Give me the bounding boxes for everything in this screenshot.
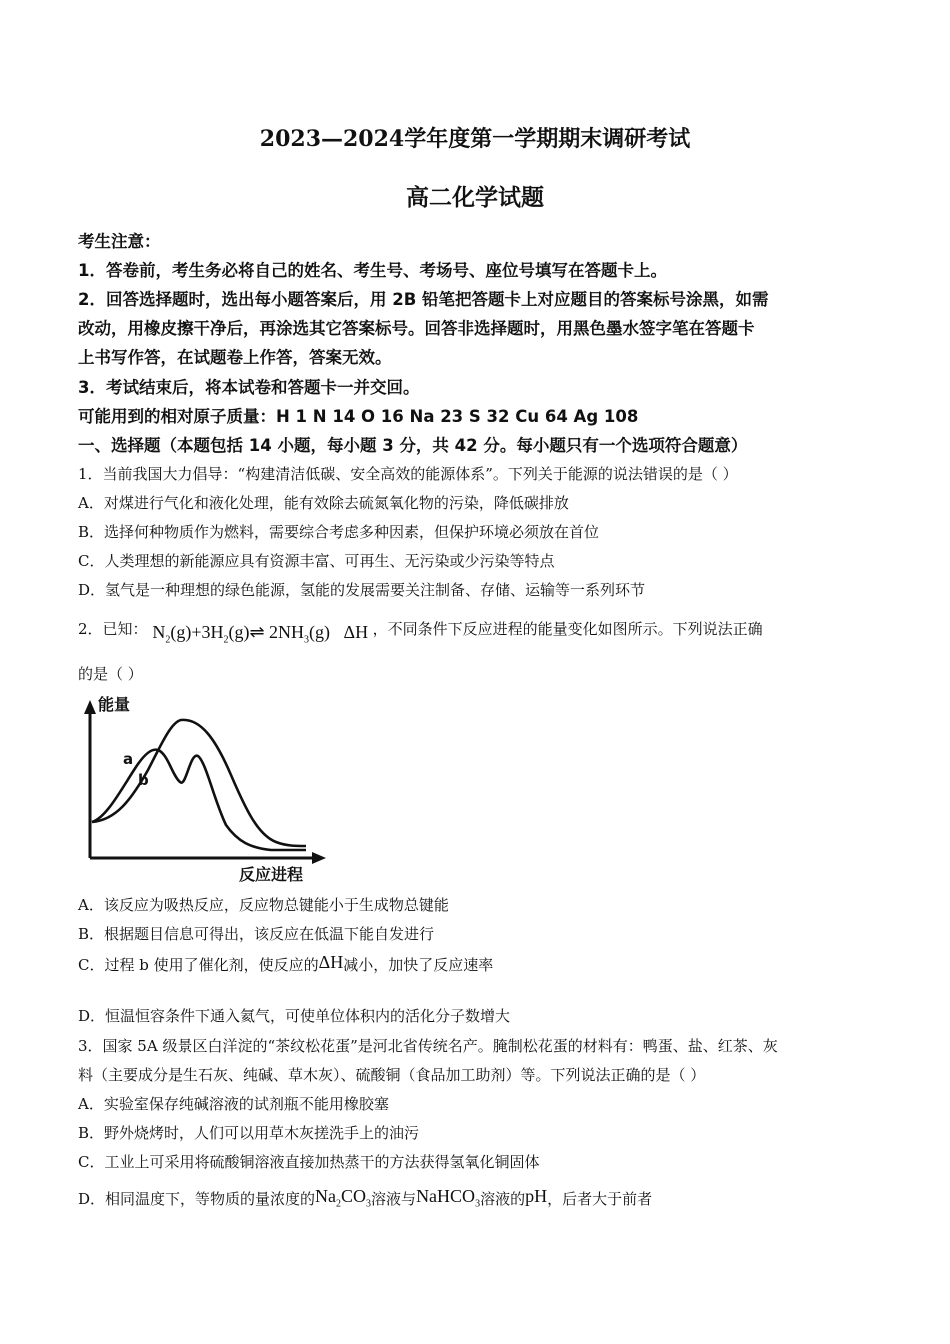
q3-stem-2: 料（主要成分是生石灰、纯碱、草木灰）、硫酸铜（食品加工助剂）等。下列说法正确的是（ ） <box>78 1066 706 1084</box>
q1-stem: 1．当前我国大力倡导：“构建清洁低碳、安全高效的能源体系”。下列关于能源的说法错误的是（ ） <box>78 465 738 483</box>
q1-option-c: C．人类理想的新能源应具有资源丰富、可再生、无污染或少污染等特点 <box>78 552 555 570</box>
notice-line-2: 2．回答选择题时，选出每小题答案后，用 2B 铅笔把答题卡上对应题目的答案标号涂黑，如需 <box>78 290 769 309</box>
q1-option-d: D．氢气是一种理想的绿色能源，氢能的发展需要关注制备、存储、运输等一系列环节 <box>78 581 646 599</box>
q3-option-b: B．野外烧烤时，人们可以用草木灰搓洗手上的油污 <box>78 1124 420 1142</box>
notice-line-3: 改动，用橡皮擦干净后，再涂选其它答案标号。回答非选择题时，用黑色墨水签字笔在答题卡 <box>78 319 755 338</box>
x-axis-arrow <box>312 852 326 864</box>
q2-option-c: C．过程 b 使用了催化剂，使反应的ΔH减小，加快了反应速率 <box>78 952 494 974</box>
y-axis-label: 能量 <box>98 695 131 714</box>
delta-h: ΔH <box>343 622 369 642</box>
q1-option-b: B．选择何种物质作为燃料，需要综合考虑多种因素，但保护环境必须放在首位 <box>78 523 600 541</box>
curve-a-label: a <box>123 750 134 768</box>
q1-option-a: A．对煤进行气化和液化处理，能有效除去硫氮氧化物的污染，降低碳排放 <box>78 494 569 512</box>
q2-prefix: 2．已知： <box>78 620 148 638</box>
q2-option-d: D．恒温恒容条件下通入氦气，可使单位体积内的活化分子数增大 <box>78 1007 511 1025</box>
exam-title: 2023—2024学年度第一学期期末调研考试 <box>259 126 691 152</box>
q2-option-b: B．根据题目信息可得出，该反应在低温下能自发进行 <box>78 925 435 943</box>
x-axis-label: 反应进程 <box>239 865 304 884</box>
q2-equation: $N_2(g)+3H_2(g)\rightleftharpoons$ $2NH_3(g)$ ΔH <box>152 622 369 646</box>
q3-option-c: C．工业上可采用将硫酸铜溶液直接加热蒸干的方法获得氢氧化铜固体 <box>78 1153 540 1171</box>
q3-option-d: D．相同温度下，等物质的量浓度的$Na_2CO_3$溶液与NaHCO$_3$溶液的pH，后者大于前者 <box>78 1186 653 1210</box>
notice-heading: 考生注意： <box>78 232 161 251</box>
energy-diagram <box>76 690 336 885</box>
curve-b-label: b <box>138 771 149 789</box>
q2-suffix: ，不同条件下反应进程的能量变化如图所示。下列说法正确 <box>372 620 763 638</box>
section-one-heading: 一、选择题（本题包括 14 小题，每小题 3 分，共 42 分。每小题只有一个选项符合题意） <box>78 436 748 455</box>
notice-line-4: 上书写作答，在试题卷上作答，答案无效。 <box>78 348 392 367</box>
q3-stem-1: 3．国家 5A 级景区白洋淀的“茶纹松花蛋”是河北省传统名产。腌制松花蛋的材料有：鸭蛋、盐、红茶、灰 <box>78 1037 778 1055</box>
q2-stem <box>78 618 763 646</box>
notice-line-1: 1．答卷前，考生务必将自己的姓名、考生号、考场号、座位号填写在答题卡上。 <box>78 261 667 280</box>
q2-stem-end: 的是（ ） <box>78 665 143 683</box>
delta-h-c: ΔH <box>318 952 344 972</box>
atomic-masses: 可能用到的相对原子质量：H 1 N 14 O 16 Na 23 S 32 Cu 64 Ag 108 <box>78 407 639 426</box>
na2co3: $Na_2CO_3$ <box>315 1186 372 1210</box>
ph: pH <box>525 1186 548 1206</box>
q2-option-a: A．该反应为吸热反应，反应物总键能小于生成物总键能 <box>78 896 449 914</box>
exam-subtitle: 高二化学试题 <box>406 184 544 211</box>
nahco3: NaHCO$_3$ <box>416 1186 481 1210</box>
q3-option-a: A．实验室保存纯碱溶液的试剂瓶不能用橡胶塞 <box>78 1095 389 1113</box>
notice-line-5: 3．考试结束后，将本试卷和答题卡一并交回。 <box>78 378 420 397</box>
curve-a <box>92 720 306 846</box>
y-axis-arrow <box>84 700 96 714</box>
